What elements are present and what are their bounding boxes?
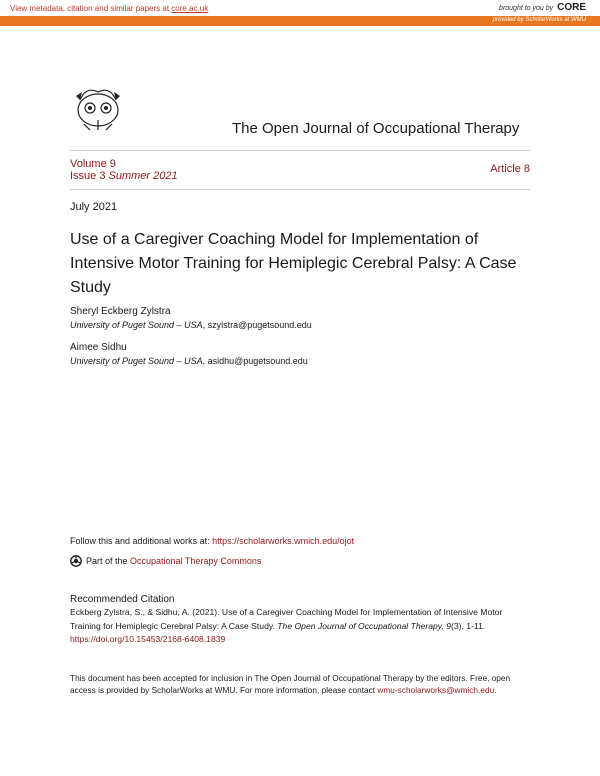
- volume-label: Volume 9: [70, 158, 116, 170]
- journal-title[interactable]: The Open Journal of Occupational Therapy: [232, 120, 520, 137]
- part-of-text: Part of the: [86, 556, 131, 566]
- core-metadata-text: View metadata, citation and similar papers at: [10, 4, 172, 13]
- follow-text: Follow this and additional works at:: [70, 536, 213, 546]
- issue-label: [70, 170, 178, 182]
- author-name: Aimee Sidhu: [70, 342, 127, 353]
- article-number[interactable]: Article 8: [490, 163, 530, 175]
- publication-date: July 2021: [70, 201, 118, 213]
- citation-heading: Recommended Citation: [70, 594, 175, 605]
- volume-issue[interactable]: [70, 158, 178, 182]
- core-link[interactable]: core.ac.uk: [171, 4, 209, 13]
- footer-notice: [70, 672, 535, 696]
- citation-pages: (3), 1-11.: [451, 620, 486, 631]
- brought-to-you-text: brought to you by: [499, 5, 554, 12]
- part-of-line: [70, 555, 261, 567]
- core-metadata-note: [10, 4, 208, 13]
- author-affiliation: [70, 356, 308, 366]
- issue-season: Summer 2021: [108, 170, 178, 182]
- author-affiliation: [70, 320, 312, 330]
- collection-link[interactable]: https://scholarworks.wmich.edu/ojot: [212, 536, 355, 546]
- citation-journal: The Open Journal of Occupational Therapy, 9: [277, 620, 452, 631]
- author-name: Sheryl Eckberg Zylstra: [70, 306, 171, 317]
- divider: [70, 189, 530, 190]
- commons-link[interactable]: Occupational Therapy Commons: [130, 556, 262, 566]
- paper-title: Use of a Caregiver Coaching Model for Implementation of Intensive Motor Training for Hemiplegic Cerebral Palsy: A Case Study: [70, 231, 517, 296]
- issue-number: Issue 3: [70, 170, 109, 182]
- provided-by-text: provided by ScholarWorks at WMU: [492, 17, 586, 23]
- divider: [70, 150, 530, 151]
- affiliation-text: University of Puget Sound – USA: [70, 320, 203, 330]
- network-icon: [70, 555, 82, 567]
- affiliation-text: University of Puget Sound – USA: [70, 356, 203, 366]
- author-email: , szylstra@pugetsound.edu: [202, 320, 312, 330]
- contact-email-link[interactable]: wmu-scholarworks@wmich.edu: [377, 685, 495, 695]
- core-logo[interactable]: CORE: [557, 2, 586, 13]
- follow-line: [70, 536, 354, 546]
- footer-text: This document has been accepted for inclusion in The Open Journal of Occupational Therapy by the editors. Free, open access is provided by ScholarWorks at WMU. For more information, please contact: [70, 673, 511, 695]
- footer-end: .: [494, 685, 497, 695]
- citation-text: Eckberg Zylstra, S., & Sidhu, A. (2021). Use of a Caregiver Coaching Model for Implementation of Intensive Motor Training for Hemiplegic Cerebral Palsy: A Case Study.: [70, 607, 503, 631]
- recommended-citation: [70, 606, 535, 647]
- doi-link[interactable]: https://doi.org/10.15453/2168-6408.1839: [70, 634, 226, 644]
- journal-logo-icon: [70, 80, 126, 136]
- brought-to-you-by: [499, 2, 586, 13]
- author-email: , asidhu@pugetsound.edu: [202, 356, 308, 366]
